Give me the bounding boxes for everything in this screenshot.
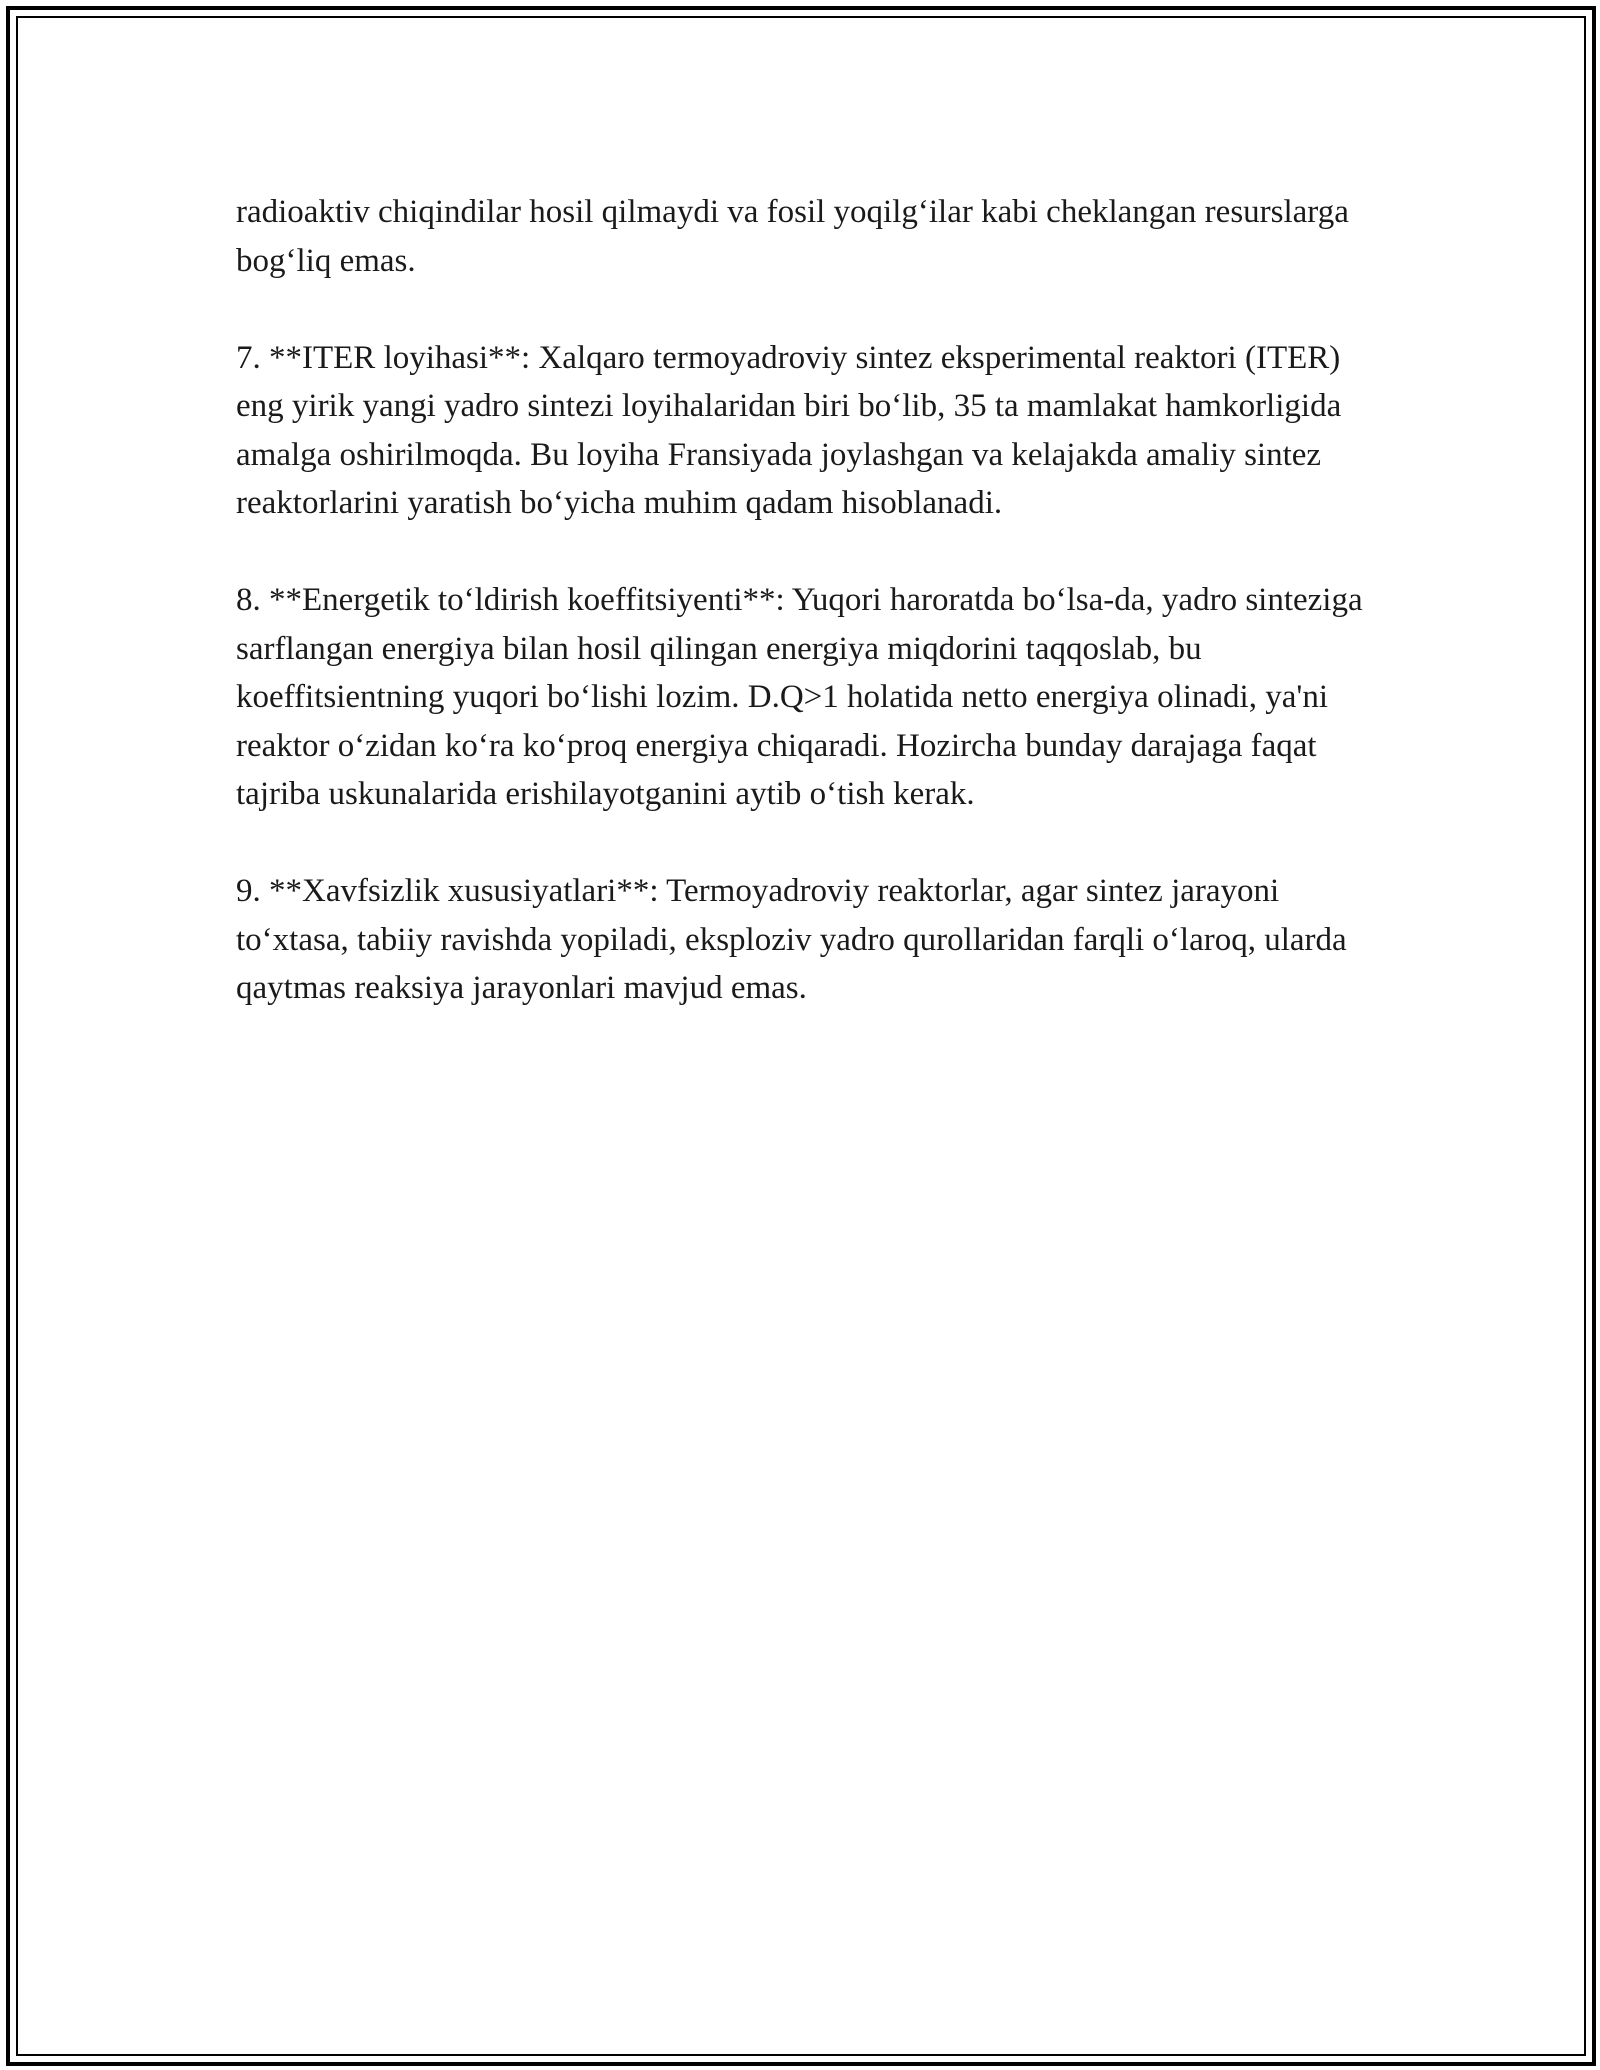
paragraph-continuation: radioaktiv chiqindilar hosil qilmaydi va fosil yoqilg‘ilar kabi cheklangan resurslarga bog‘liq emas. bbox=[236, 194, 1349, 279]
paragraph-energy-gain-factor: 8. **Energetik to‘ldirish koeffitsiyenti**: Yuqori haroratda bo‘lsa-da, yadro sinteziga sarflangan energiya bilan hosil qilingan energiya miqdorini taqqoslab, bu koeffitsientning yuqori bo‘lishi lozim. D.Q>1 holatida netto energiya olinadi, ya'ni reaktor o‘zidan ko‘ra ko‘proq energiya chiqaradi. Hozircha bunday darajaga faqat tajriba uskunalarida erishilayotganini aytib o‘tish kerak. bbox=[236, 582, 1363, 812]
paragraph-safety-features: 9. **Xavfsizlik xususiyatlari**: Termoyadroviy reaktorlar, agar sintez jarayoni to‘xtasa, tabiiy ravishda yopiladi, eksploziv yadro qurollaridan farqli o‘laroq, ularda qaytmas reaksiya jarayonlari mavjud emas. bbox=[236, 873, 1347, 1006]
document-body bbox=[236, 188, 1366, 1061]
paragraph-iter-project: 7. **ITER loyihasi**: Xalqaro termoyadroviy sintez eksperimental reaktori (ITER) eng yirik yangi yadro sintezi loyihalaridan biri bo‘lib, 35 ta mamlakat hamkorligida amalga oshirilmoqda. Bu loyiha Fransiyada joylashgan va kelajakda amaliy sintez reaktorlarini yaratish bo‘yicha muhim qadam hisoblanadi. bbox=[236, 339, 1342, 521]
